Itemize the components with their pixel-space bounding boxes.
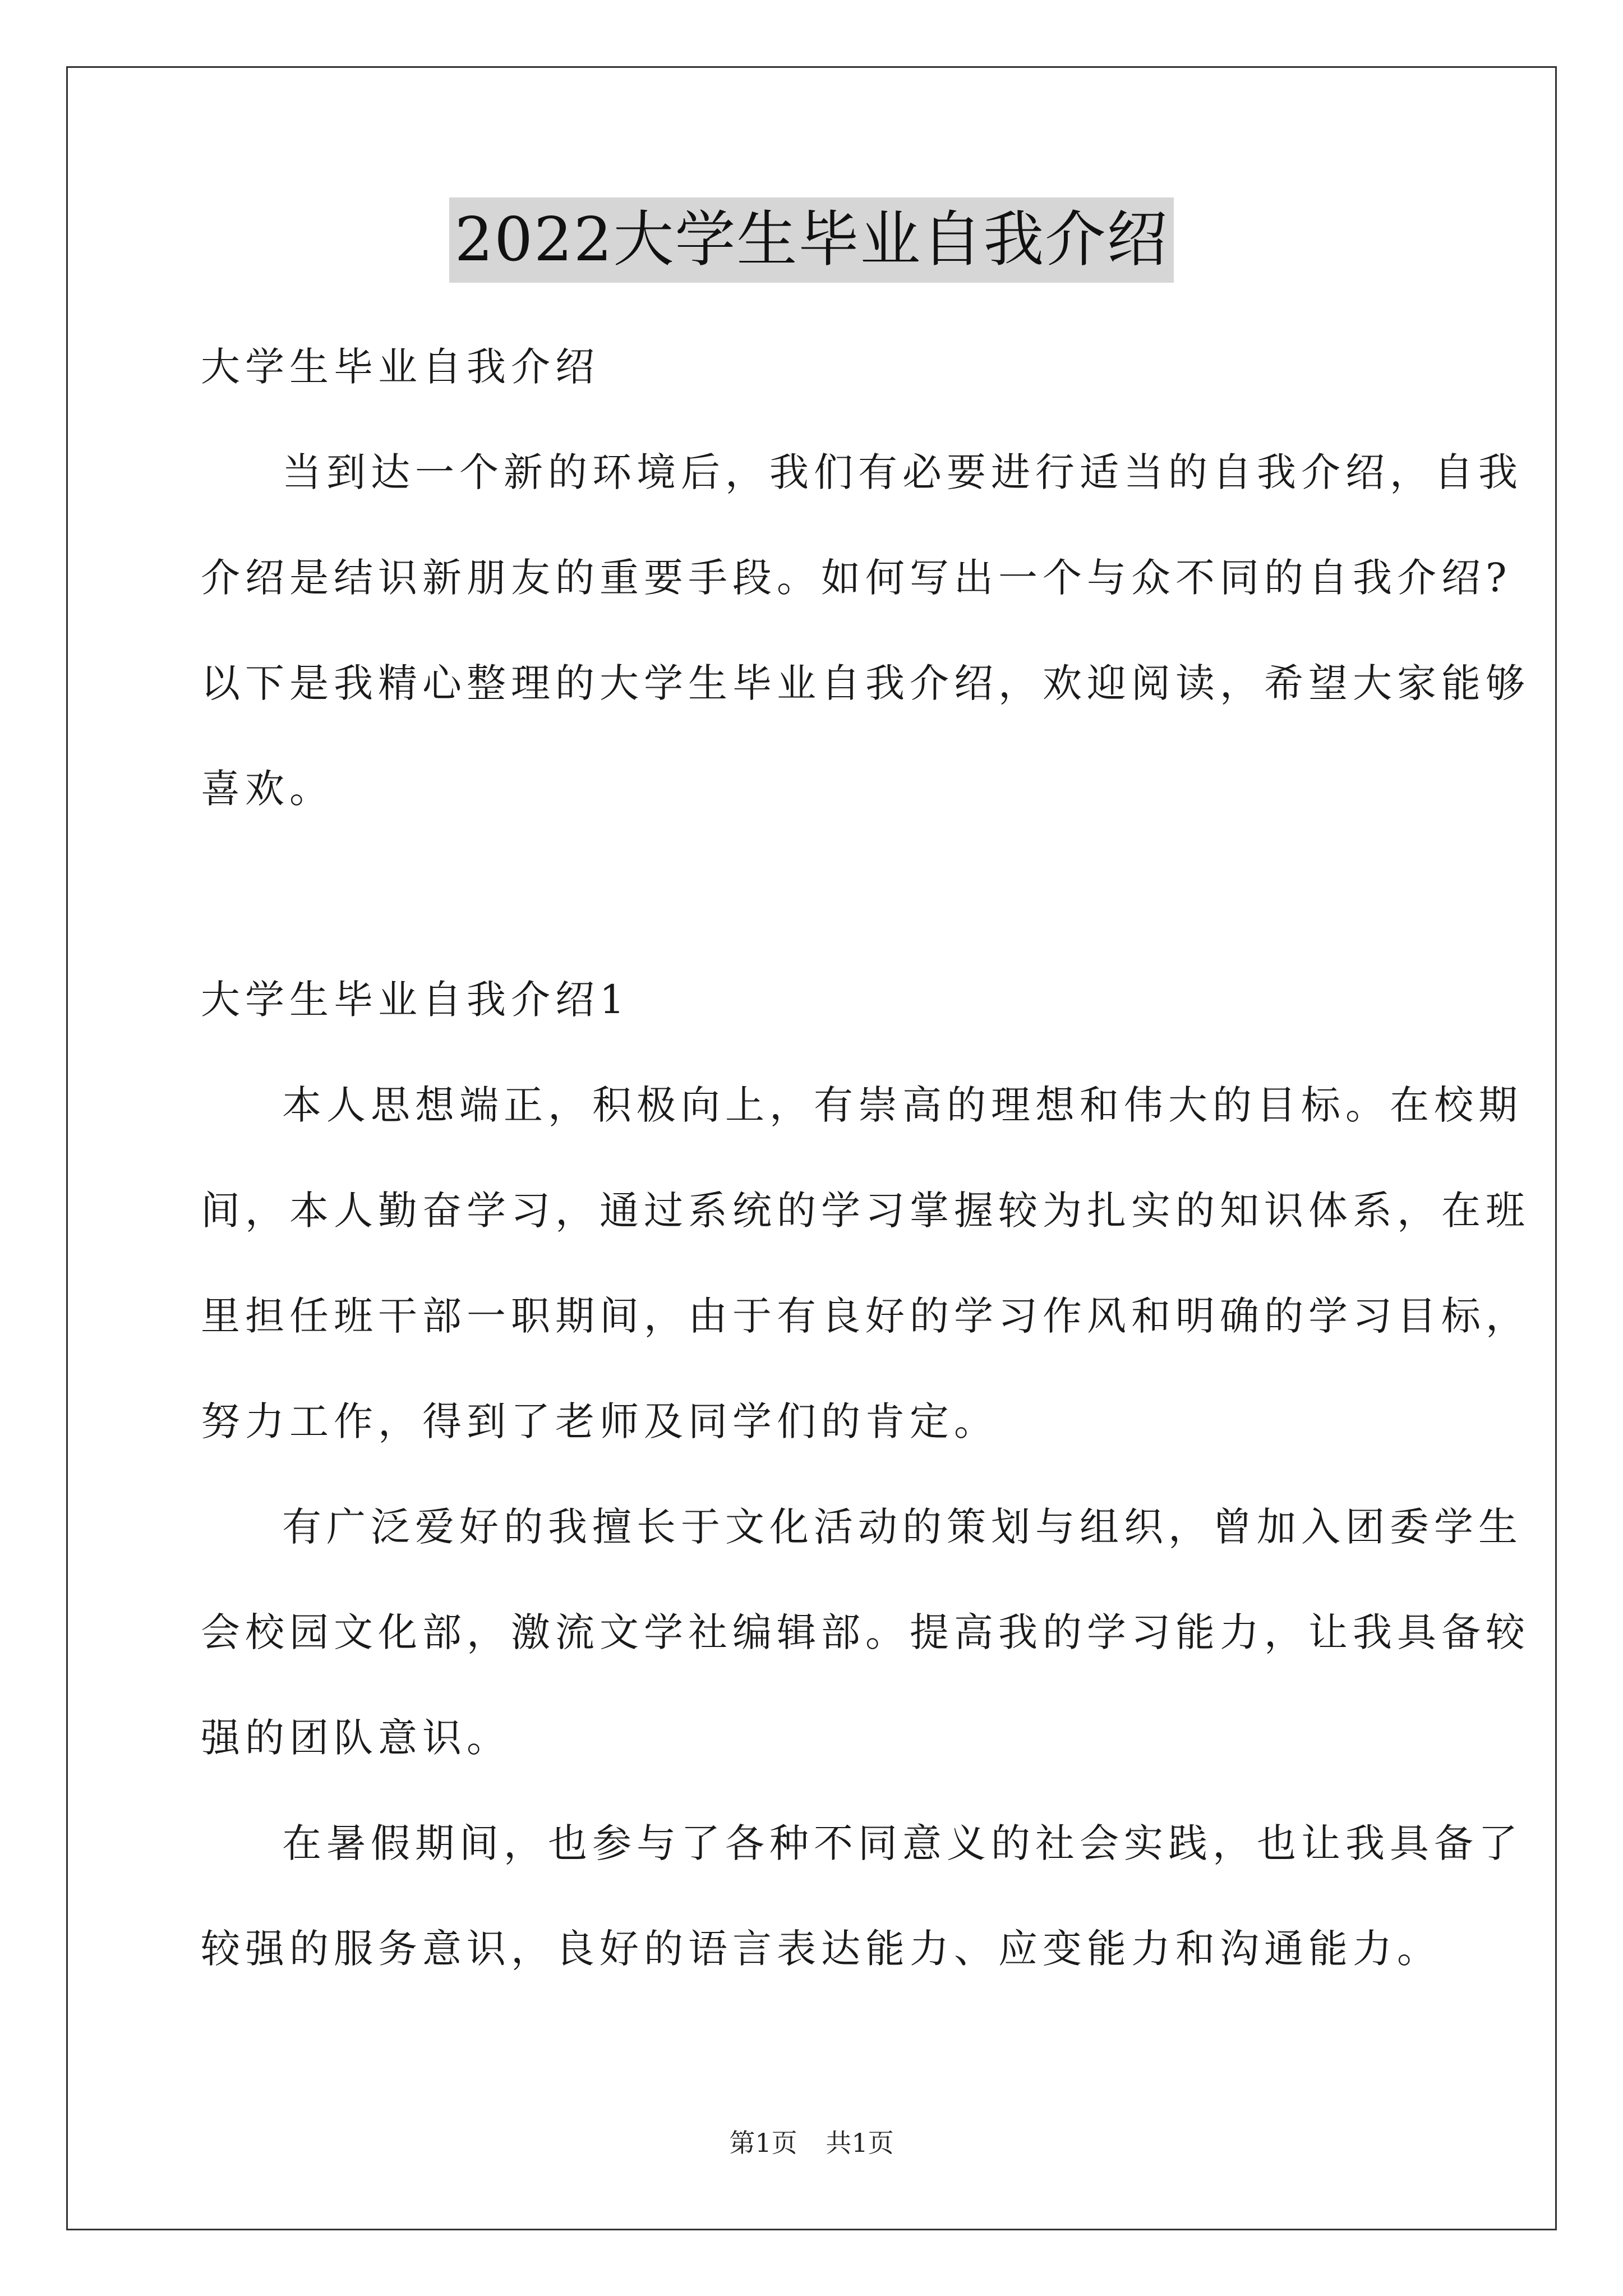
paragraph-line: 间，本人勤奋学习，通过系统的学习掌握较为扎实的知识体系，在班 [201,1188,1530,1234]
paragraph-line: 会校园文化部，激流文学社编辑部。提高我的学习能力，让我具备较 [201,1609,1530,1655]
paragraph-line: 在暑假期间，也参与了各种不同意义的社会实践，也让我具备了 [282,1820,1523,1866]
title-area [0,197,1623,283]
document-title: 2022大学生毕业自我介绍 [449,197,1174,283]
paragraph-line: 喜欢。 [201,766,334,812]
paragraph-line: 较强的服务意识，良好的语言表达能力、应变能力和沟通能力。 [201,1926,1441,1972]
section-heading: 大学生毕业自我介绍1 [201,977,630,1023]
paragraph-line: 里担任班干部一职期间，由于有良好的学习作风和明确的学习目标， [201,1293,1530,1339]
paragraph-2 [201,1474,1530,1791]
paragraph-line: 本人思想端正，积极向上，有崇高的理想和伟大的目标。在校期 [282,1082,1523,1128]
paragraph-line: 以下是我精心整理的大学生毕业自我介绍，欢迎阅读，希望大家能够 [201,660,1530,706]
page-number: 第1页 [729,2128,797,2158]
paragraph-1 [201,1052,1530,1474]
paragraph-3 [201,1791,1523,2001]
spacer [201,841,1435,947]
document-body [201,314,1530,2001]
paragraph-line: 有广泛爱好的我擅长于文化活动的策划与组织，曾加入团委学生 [282,1504,1523,1550]
paragraph-line: 介绍是结识新朋友的重要手段。如何写出一个与众不同的自我介绍? [201,555,1512,601]
page-footer [0,2126,1623,2160]
paragraph-line: 努力工作，得到了老师及同学们的肯定。 [201,1398,998,1444]
paragraph-line: 强的团队意识。 [201,1715,511,1761]
page-total: 共1页 [826,2128,894,2158]
intro-paragraph [201,420,1530,841]
paragraph-line: 当到达一个新的环境后，我们有必要进行适当的自我介绍，自我 [282,449,1523,495]
intro-heading: 大学生毕业自我介绍 [201,344,600,390]
